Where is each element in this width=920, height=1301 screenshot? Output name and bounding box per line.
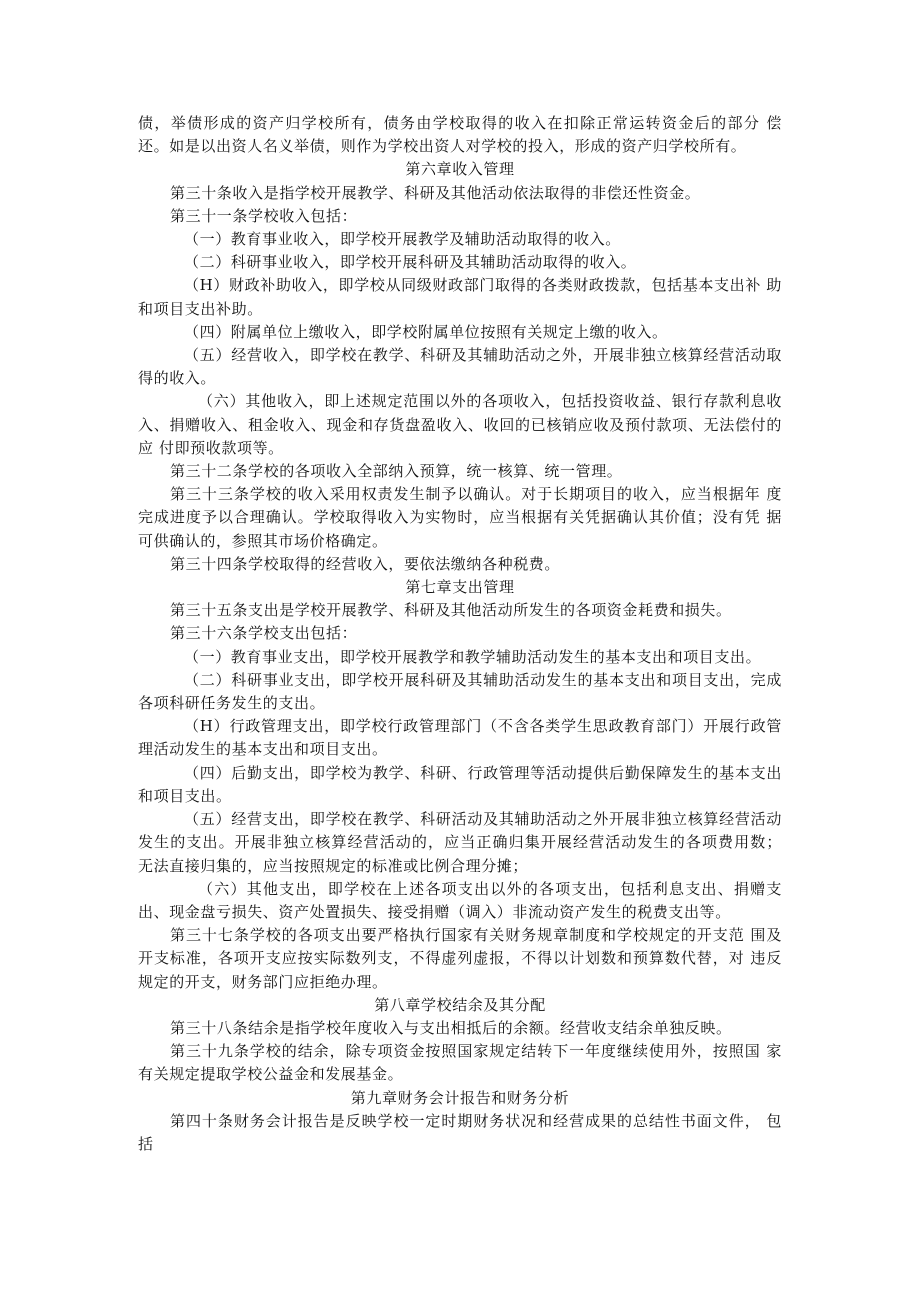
paragraph: 第三十一条学校收入包括：	[170, 206, 358, 225]
paragraph: 第三十八条结余是指学校年度收入与支出相抵后的余额。经营收支结余单独反映。	[170, 1018, 732, 1037]
list-item: （六）其他收入，即上述规定范围以外的各项收入，包括投资收益、银行存款利息收入、捐赠收入、租金收入、现金和存货盘盈收入、收回的已核销应收及预付款项、无法偿付的应 付即预收款项等。	[138, 392, 782, 457]
list-item: （二）科研事业支出，即学校开展科研及其辅助活动发生的基本支出和项目支出，完成 各项科研任务发生的支出。	[138, 670, 782, 713]
list-item: （六）其他支出，即学校在上述各项支出以外的各项支出，包括利息支出、捐赠支出、现金盘亏损失、资产处置损失、接受捐赠（调入）非流动资产发生的税费支出等。	[138, 879, 782, 921]
list-item: （五）经营支出，即学校在教学、科研活动及其辅助活动之外开展非独立核算经营活动 发生的支出。开展非独立核算经营活动的，应当正确归集开展经营活动发生的各项费用数； 无法直接归集的，应当按照规定的标准或比例合理分摊；	[138, 810, 782, 875]
list-item: （一）教育事业支出，即学校开展教学和教学辅助活动发生的基本支出和项目支出。	[184, 647, 762, 666]
chapter-heading: 第六章收入管理	[405, 160, 515, 179]
paragraph: 第三十二条学校的各项收入全部纳入预算，统一核算、统一管理。	[170, 462, 623, 481]
list-item: （H）行政管理支出，即学校行政管理部门（不含各类学生思政教育部门）开展行政管 理活动发生的基本支出和项目支出。	[138, 717, 782, 759]
paragraph: 第三十六条学校支出包括：	[170, 624, 358, 643]
chapter-heading: 第八章学校结余及其分配	[374, 995, 546, 1014]
list-item: （一）教育事业收入，即学校开展教学及辅助活动取得的收入。	[184, 230, 621, 249]
list-item: （H）财政补助收入，即学校从同级财政部门取得的各类财政拨款，包括基本支出补 助和项目支出补助。	[138, 276, 782, 318]
list-item: （四）附属单位上缴收入，即学校附属单位按照有关规定上缴的收入。	[184, 322, 668, 341]
paragraph: 债，举债形成的资产归学校所有，债务由学校取得的收入在扣除正常运转资金后的部分 偿还。如是以出资人名义举债，则作为学校出资人对学校的投入，形成的资产归学校所有。	[138, 114, 782, 156]
list-item: （二）科研事业收入，即学校开展科研及其辅助活动取得的收入。	[184, 253, 637, 272]
paragraph: 第三十七条学校的各项支出要严格执行国家有关财务规章制度和学校规定的开支范 围及开支标准，各项开支应按实际数列支，不得虚列虚报，不得以计划数和预算数代替，对 违反规定的开支，财务部门应拒绝办理。	[138, 926, 782, 991]
chapter-heading: 第九章财务会计报告和财务分析	[350, 1088, 570, 1107]
list-item: （四）后勤支出，即学校为教学、科研、行政管理等活动提供后勤保障发生的基本支出 和项目支出。	[138, 763, 782, 805]
paragraph: 第三十九条学校的结余，除专项资金按照国家规定结转下一年度继续使用外，按照国 家有关规定提取学校公益金和发展基金。	[138, 1042, 782, 1084]
paragraph: 第三十三条学校的收入采用权责发生制予以确认。对于长期项目的收入，应当根据年 度完成进度予以合理确认。学校取得收入为实物时，应当根据有关凭据确认其价值；没有凭 据可供确认的，参照其市场价格确定。	[138, 485, 782, 550]
paragraph: 第三十条收入是指学校开展教学、科研及其他活动依法取得的非偿还性资金。	[170, 183, 701, 202]
paragraph: 第三十四条学校取得的经营收入，要依法缴纳各种税费。	[170, 554, 561, 573]
chapter-heading: 第七章支出管理	[405, 578, 515, 597]
paragraph: 第四十条财务会计报告是反映学校一定时期财务状况和经营成果的总结性书面文件， 包括	[138, 1111, 782, 1153]
paragraph: 第三十五条支出是学校开展教学、科研及其他活动所发生的各项资金耗费和损失。	[170, 601, 732, 620]
list-item: （五）经营收入，即学校在教学、科研及其辅助活动之外，开展非独立核算经营活动取 得的收入。	[138, 346, 782, 388]
